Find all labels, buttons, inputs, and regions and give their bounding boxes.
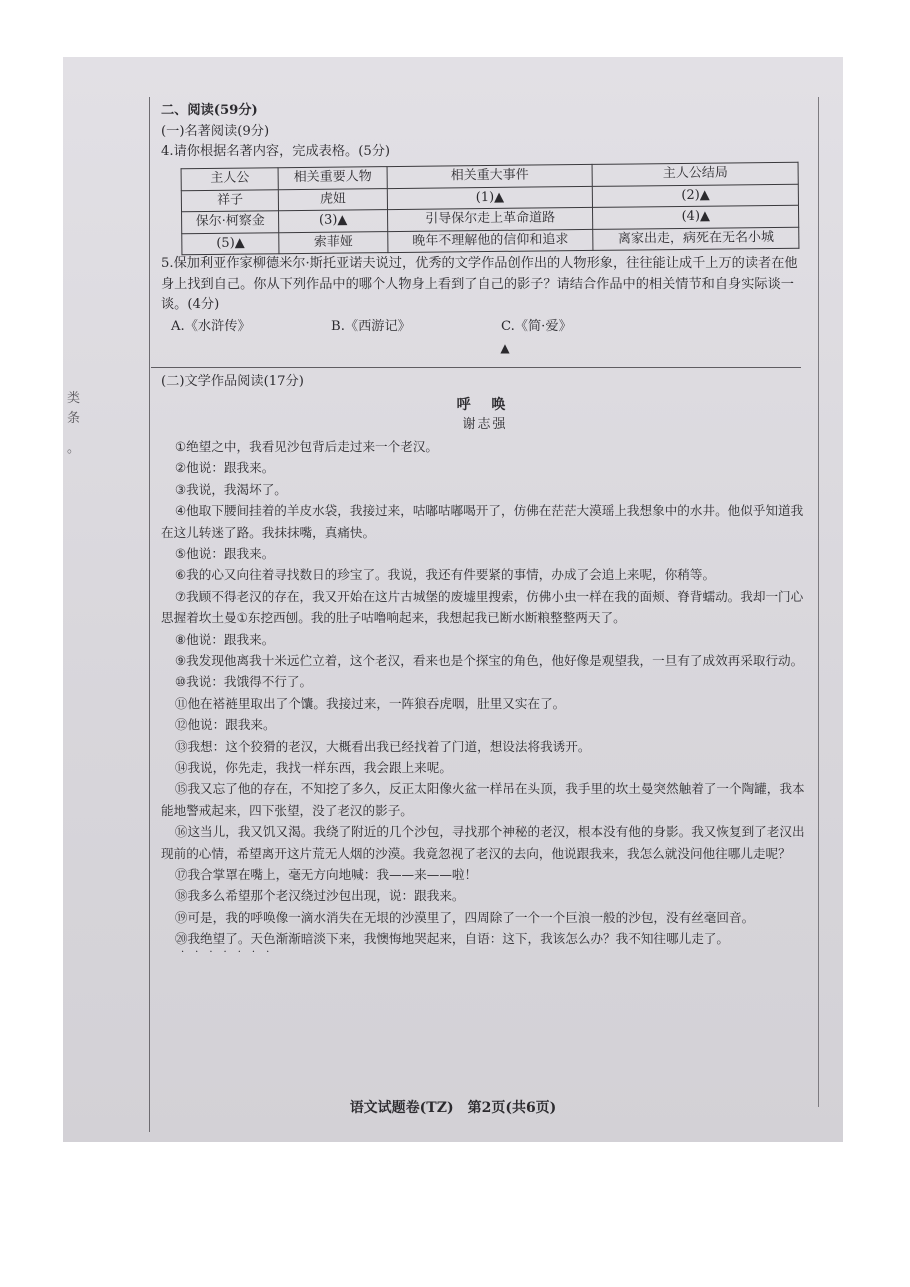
- story-paragraph: ⑦我顾不得老汉的存在，我又开始在这片古城堡的废墟里搜索，仿佛小虫一样在我的面颊、脊背蠕动。我却一门心思握着坎土曼①东挖西刨。我的肚子咕噜响起来，我想起我已断水断粮整整两天了。: [161, 588, 804, 626]
- option-c: C.《简·爱》: [501, 318, 572, 334]
- section-title: 二、阅读(59分): [161, 103, 258, 118]
- story-paragraph: ⑯这当儿，我又饥又渴。我绕了附近的几个沙包，寻找那个神秘的老汉，根本没有他的身影。我又恢复到了老汉出现前的心情，希望离开这片荒无人烟的沙漠。我竟忽视了老汉的去向，他说跟我来，我怎么就没问他往哪儿走呢？: [161, 824, 805, 861]
- option-b: B.《西游记》: [331, 318, 411, 334]
- story-author: 谢志强: [462, 417, 508, 433]
- table-cell: (3)▲: [279, 210, 388, 233]
- table-cell: 虎妞: [279, 188, 388, 211]
- page-content: [161, 101, 809, 956]
- story-paragraph: ④他取下腰间挂着的羊皮水袋，我接过来，咕嘟咕嘟喝开了，仿佛在茫茫大漠瑶上我想象中的水井。他似乎知道我在这儿转迷了路。我抹抹嘴，真痛快。: [161, 503, 804, 540]
- side-mark: 条: [67, 411, 81, 426]
- right-margin-line: [818, 97, 819, 1107]
- side-mark: 类: [67, 391, 81, 406]
- table-cell: 保尔·柯察金: [182, 211, 280, 234]
- emphasis-dots: ·······: [181, 946, 281, 958]
- subsection-title-2: (二)文学作品阅读(17分): [161, 374, 304, 390]
- table-cell: 离家出走，病死在无名小城: [593, 227, 799, 251]
- story-paragraph: ⑭我说，你先走，我找一样东西，我会跟上来呢。: [174, 760, 452, 775]
- table-cell: (5)▲: [182, 232, 280, 255]
- story-paragraph: ⑰我合掌罩在嘴上，毫无方向地喊：我——来——啦！: [174, 867, 478, 883]
- scanned-page: [63, 57, 843, 1142]
- table-cell: (2)▲: [593, 184, 799, 208]
- story-paragraph: ⑲可是，我的呼唤像一滴水消失在无垠的沙漠里了，四周除了一个一个巨浪一般的沙包，没有丝毫回音。: [174, 909, 755, 925]
- novel-table: [181, 162, 800, 256]
- option-a: A.《水浒传》: [171, 318, 251, 334]
- table-cell: 晚年不理解他的信仰和追求: [387, 229, 593, 253]
- story-paragraph: ⑱我多么希望那个老汉绕过沙包出现，说：跟我来。: [174, 888, 465, 904]
- story-paragraph: ⑬我想：这个狡猾的老汉，大概看出我已经找着了门道，想设法将我诱开。: [174, 738, 591, 754]
- table-cell: 索菲娅: [279, 231, 388, 254]
- question-5: 5.保加利亚作家柳德米尔·斯托亚诺夫说过，优秀的文学作品创作出的人物形象，往往能让成千上万的读者在他身上找到自己。你从下列作品中的哪个人物身上看到了自己的影子？请结合作品中的相关情节和自身实际谈一谈。(4分): [161, 256, 798, 313]
- story-paragraph: ⑤他说：跟我来。: [174, 545, 275, 561]
- story-paragraph: ⑪他在褡裢里取出了个馕。我接过来，一阵狼吞虎咽，肚里又实在了。: [174, 695, 566, 711]
- answer-mark: ▲: [500, 340, 510, 355]
- table-cell: 引导保尔走上革命道路: [387, 207, 593, 231]
- story-paragraph: ⑨我发现他离我十米远伫立着，这个老汉，看来也是个探宝的角色，他好像是观望我，一旦有了成效再采取行动。: [174, 652, 804, 668]
- story-paragraph: ③我说，我渴坏了。: [174, 481, 287, 497]
- table-cell: (1)▲: [387, 186, 593, 210]
- story-paragraph: ⑫他说：跟我来。: [174, 717, 276, 733]
- story-paragraph: ⑥我的心又向往着寻找数日的珍宝了。我说，我还有件要紧的事情，办成了会追上来呢，你稍等。: [174, 567, 716, 583]
- question-4: 4.请你根据名著内容，完成表格。(5分): [161, 144, 391, 160]
- story-body: [161, 436, 809, 950]
- table-cell: 祥子: [181, 189, 279, 212]
- table-header: 相关重要人物: [278, 166, 387, 189]
- table-header: 主人公结局: [592, 162, 798, 186]
- table-cell: (4)▲: [593, 205, 799, 229]
- story-paragraph: ②他说：跟我来。: [174, 460, 275, 476]
- story-paragraph: ⑧他说：跟我来。: [174, 631, 275, 647]
- table-header: 相关重大事件: [387, 164, 593, 188]
- question-5-options: [161, 317, 809, 338]
- story-title: 呼 唤: [456, 396, 514, 413]
- side-mark: 。: [67, 441, 81, 456]
- story-paragraph: ①绝望之中，我看见沙包背后走过来一个老汉。: [174, 438, 439, 454]
- story-paragraph: ⑳我绝望了。天色渐渐暗淡下来，我懊悔地哭起来，自语：这下，我该怎么办？我不知往哪儿走了。: [174, 931, 729, 947]
- subsection-title: (一)名著阅读(9分): [161, 123, 270, 139]
- story-paragraph: ⑩我说：我饿得不行了。: [174, 674, 313, 690]
- binding-margin-line: [149, 97, 150, 1132]
- page-footer: 语文试题卷(TZ) 第2页(共6页): [349, 1100, 557, 1116]
- section-divider: [151, 367, 801, 368]
- story-paragraph: ⑮我又忘了他的存在，不知挖了多久，反正太阳像火盆一样吊在头顶，我手里的坎土曼突然触着了一个陶罐，我本能地警戒起来，四下张望，没了老汉的影子。: [161, 781, 805, 818]
- table-header: 主人公: [181, 167, 279, 190]
